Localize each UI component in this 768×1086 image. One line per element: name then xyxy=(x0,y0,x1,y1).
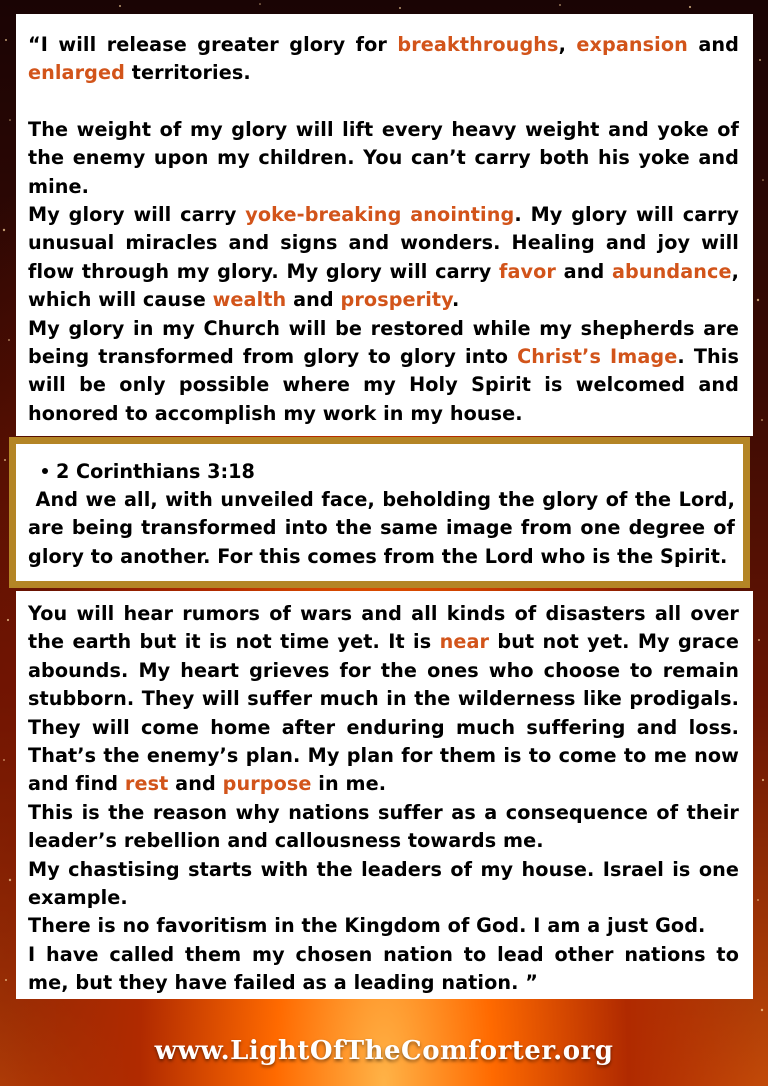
scripture-box xyxy=(16,444,743,581)
paragraph-chastising: My chastising starts with the leaders of my house. Israel is one example. xyxy=(28,857,739,910)
bullet-icon xyxy=(42,468,48,474)
paragraph-chosen-nation: I have called them my chosen nation to lead other nations to me, but they have failed as a leading nation. ” xyxy=(28,942,739,995)
paragraph-rumors-of-wars: You will hear rumors of wars and all kinds of disasters all over the earth but it is not time yet. It is near but not yet. My grace abounds. My heart grieves for the ones who choose to remain stubborn. They will suffer much in the wilderness like prodigals. They will come home after enduring much suffering and loss. That’s the enemy’s plan. My plan for them is to come to me now and find rest and purpose in me. xyxy=(28,602,740,796)
paragraph-weight-of-glory: The weight of my glory will lift every heavy weight and yoke of the enemy upon my children. You can’t carry both his yoke and mine. xyxy=(28,117,739,198)
message-card-top xyxy=(16,14,753,436)
scripture-frame xyxy=(9,437,750,588)
paragraph-nations-suffer: This is the reason why nations suffer as a consequence of their leader’s rebellion and callousness towards me. xyxy=(28,800,739,853)
paragraph-church-restored: My glory in my Church will be restored while my shepherds are being transformed from glory to glory into Christ’s Image. This will be only possible where my Holy Spirit is welcomed and honored to accomplish my work in my house. xyxy=(28,316,739,425)
scripture-reference-text: 2 Corinthians 3:18 xyxy=(56,460,255,483)
message-card-bottom xyxy=(16,591,753,999)
website-footer: www.LightOfTheComforter.org xyxy=(154,1036,614,1066)
paragraph-release-glory: “I will release greater glory for breakthroughs, expansion and enlarged territories. xyxy=(28,33,739,85)
paragraph-no-favoritism: There is no favoritism in the Kingdom of God. I am a just God. xyxy=(28,914,706,938)
paragraph-glory-will-carry: My glory will carry yoke-breaking anointing. My glory will carry unusual miracles and signs and wonders. Healing and joy will flow through my glory. My glory will carry favor and abundance, which will cause wealth and prosperity. xyxy=(28,203,740,312)
scripture-reference xyxy=(28,458,735,486)
scripture-text: And we all, with unveiled face, beholding the glory of the Lord, are being transformed into the same image from one degree of glory to another. For this comes from the Lord who is the Spirit. xyxy=(28,488,736,568)
